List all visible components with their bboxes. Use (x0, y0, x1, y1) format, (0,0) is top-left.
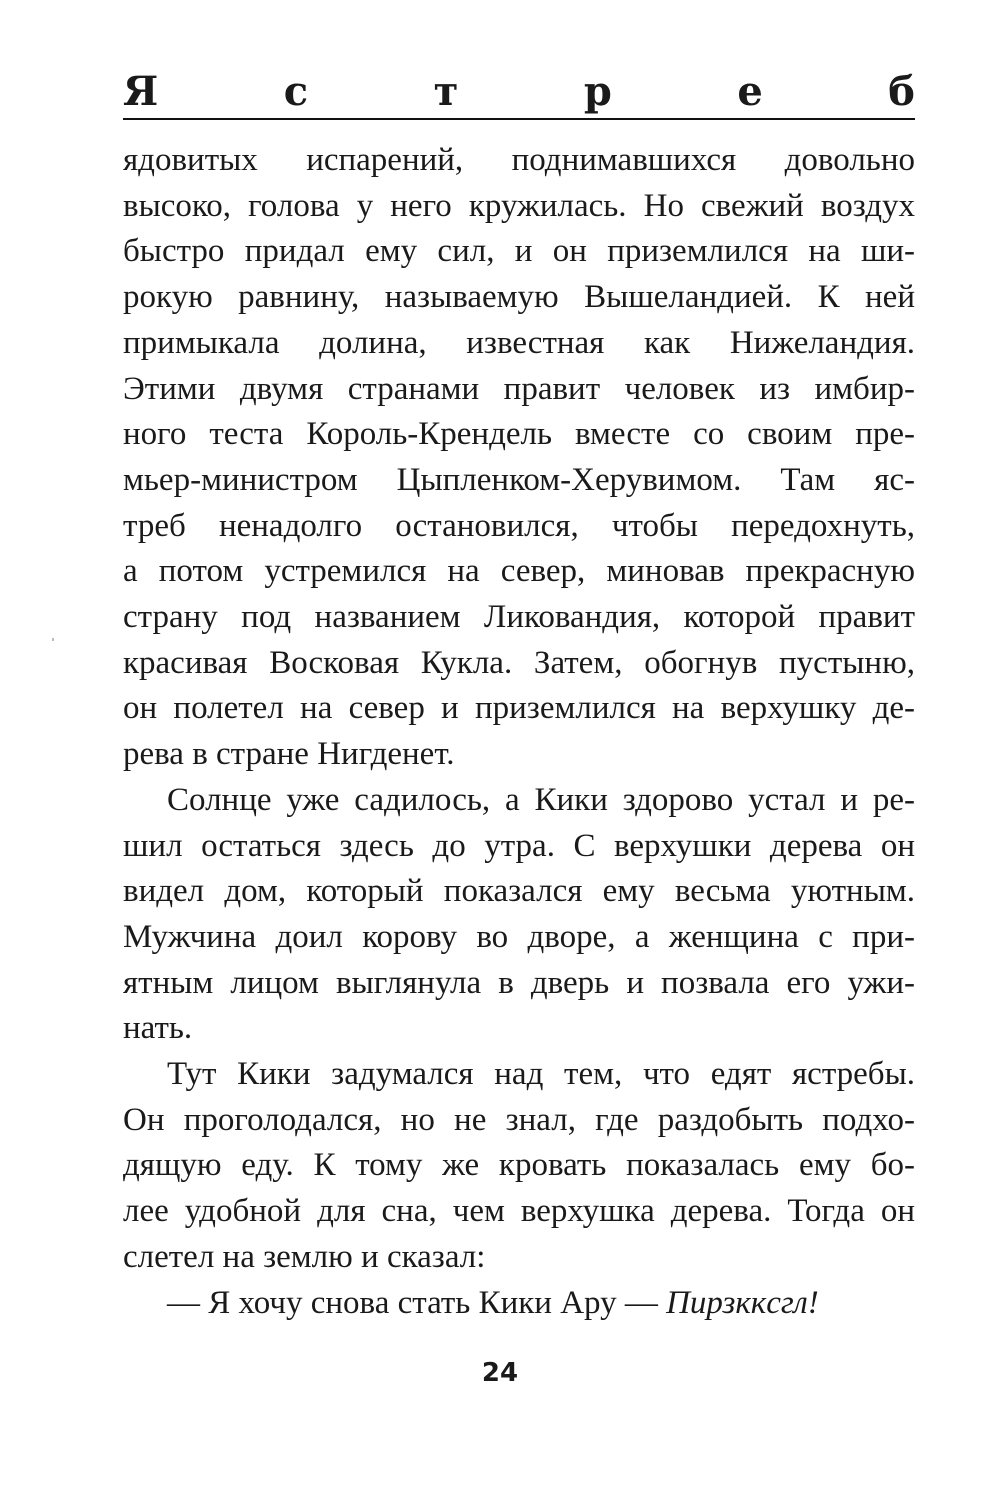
body-text (123, 138, 915, 1326)
text-line: красивая Восковая Кукла. Затем, обогнув пустыню, (123, 644, 915, 681)
dialogue-text-line (123, 1281, 915, 1327)
text-line: он полетел на север и приземлился на верхушку де- (123, 690, 915, 727)
text-line: Солнце уже садилось, а Кики здорово устал и ре- (167, 781, 915, 818)
dialogue-magic-word: Пирзккcгл! (666, 1284, 819, 1321)
paragraph-2 (123, 778, 915, 1052)
paragraph-3 (123, 1052, 915, 1281)
running-head-letter: с (283, 68, 309, 115)
text-line: ного теста Король-Крендель вместе со своим пре- (123, 416, 915, 453)
text-line: шил остаться здесь до утра. С верхушки дерева он (123, 827, 915, 864)
running-head-letter: т (433, 68, 459, 115)
page-number: 24 (481, 1358, 519, 1388)
text-line: страну под названием Ликовандия, которой правит (123, 599, 915, 636)
paragraph-1 (123, 138, 915, 778)
margin-speck (52, 638, 54, 641)
text-line: высоко, голова у него кружилась. Но свежий воздух (123, 187, 915, 224)
running-head-letter: б (888, 68, 915, 115)
running-head-letter: Я (123, 68, 159, 115)
text-line: треб ненадолго остановился, чтобы передохнуть, (123, 507, 915, 544)
text-line: Этими двумя странами правит человек из имбир- (123, 370, 915, 407)
dialogue-line (123, 1281, 915, 1327)
text-line: рокую равнину, называемую Вышеландией. К ней (123, 279, 915, 316)
running-head (123, 60, 915, 116)
text-line: дящую еду. К тому же кровать показалась ему бо- (123, 1147, 915, 1184)
text-line: примыкала долина, известная как Нижеландия. (123, 324, 915, 361)
text-line: Он проголодался, но не знал, где раздобыть подхо- (123, 1101, 915, 1138)
text-line: нать. (123, 1010, 193, 1047)
text-line: Мужчина доил корову во дворе, а женщина с при- (123, 918, 915, 955)
text-line: рева в стране Нигденет. (123, 736, 455, 773)
text-line: ятным лицом выглянула в дверь и позвала его ужи- (123, 964, 915, 1001)
text-line: слетел на землю и сказал: (123, 1238, 486, 1275)
text-line: мьер-министром Цыпленком-Херувимом. Там яс- (123, 461, 915, 498)
text-line: а потом устремился на север, миновав прекрасную (123, 553, 915, 590)
running-head-letter: е (737, 68, 763, 115)
dialogue-text: — Я хочу снова стать Кики Ару — (167, 1284, 667, 1321)
text-line: лее удобной для сна, чем верхушка дерева. Тогда он (123, 1193, 915, 1230)
running-head-letter: р (583, 68, 612, 115)
text-line: Тут Кики задумался над тем, что едят ястребы. (167, 1056, 915, 1093)
running-head-rule (123, 118, 915, 120)
text-line: видел дом, который показался ему весьма уютным. (123, 873, 915, 910)
text-line: ядовитых испарений, поднимавшихся довольно (123, 142, 915, 178)
text-line: быстро придал ему сил, и он приземлился на ши- (123, 233, 915, 270)
